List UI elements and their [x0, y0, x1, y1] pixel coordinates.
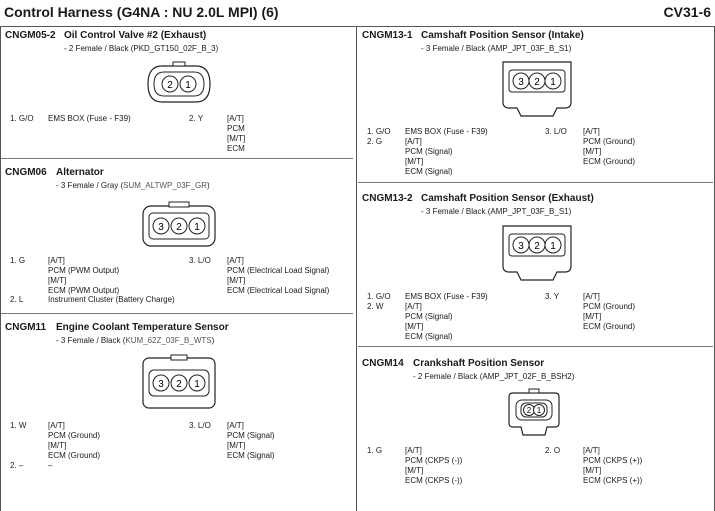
pin-number: 1	[550, 77, 556, 88]
pin-number: 2	[176, 379, 182, 390]
pin-number: 1	[550, 241, 556, 252]
pin-connection: [A/T]	[405, 137, 422, 146]
connector-diagram-3pin	[139, 200, 219, 252]
connector-spec: - 2 Female / Black (AMP_JPT_02F_B_BSH2)	[413, 372, 575, 381]
pin-label: 3. L/O	[189, 421, 211, 430]
pin-connection: [A/T]	[405, 446, 422, 455]
connector-spec: - 3 Female / Black (AMP_JPT_03F_B_S1)	[421, 44, 572, 53]
component-name: Alternator	[56, 167, 104, 178]
connector-diagram-2pin-oval	[142, 60, 216, 108]
section-divider	[358, 346, 713, 347]
pin-label: 3. Y	[545, 292, 560, 301]
pin-connection: ECM (Ground)	[583, 157, 636, 166]
pin-connection: [A/T]	[227, 421, 244, 430]
pin-label: 1. G/O	[10, 114, 34, 123]
pin-label: 2. –	[10, 461, 24, 470]
pin-connection: [A/T]	[48, 421, 65, 430]
pin-connection: PCM (Electrical Load Signal)	[227, 266, 330, 275]
pin-connection: [M/T]	[227, 134, 246, 143]
pin-label: 2. L	[10, 295, 24, 304]
pin-connection: PCM	[227, 124, 245, 133]
pin-number: 3	[518, 241, 524, 252]
connector-spec: - 3 Female / Gray (SUM_ALTWP_03F_GR)	[56, 181, 210, 190]
connector-diagram-3pin	[139, 354, 219, 412]
pin-connection: [M/T]	[583, 466, 602, 475]
pin-connection: PCM (Signal)	[405, 312, 453, 321]
section-divider	[358, 182, 713, 183]
pin-number: 3	[158, 222, 164, 233]
pin-connection: [M/T]	[583, 147, 602, 156]
connector-spec: - 3 Female / Black (AMP_JPT_03F_B_S1)	[421, 207, 572, 216]
pin-connection: ECM (CKPS (-))	[405, 476, 463, 485]
section-heading	[5, 167, 104, 178]
pin-connection: [A/T]	[583, 127, 600, 136]
connector-spec: - 2 Female / Black (PKD_GT150_02F_B_3)	[64, 44, 219, 53]
pin-number: 2	[526, 406, 532, 415]
pin-number: 1	[194, 222, 200, 233]
pin-connection: [M/T]	[405, 466, 424, 475]
component-name: Camshaft Position Sensor (Intake)	[421, 30, 584, 41]
pin-number: 2	[534, 241, 540, 252]
pin-number: 2	[176, 222, 182, 233]
pin-label: 1. W	[10, 421, 27, 430]
frame-left-border	[0, 27, 1, 511]
pin-connection: PCM (CKPS (+))	[583, 456, 643, 465]
component-name: Crankshaft Position Sensor	[413, 358, 545, 369]
connector-spec: - 3 Female / Black (KUM_62Z_03F_B_WTS)	[56, 336, 215, 345]
pin-label: 2. W	[367, 302, 384, 311]
pin-connection: ECM (Signal)	[405, 167, 453, 176]
component-name: Engine Coolant Temperature Sensor	[56, 322, 229, 333]
pin-number: 1	[194, 379, 200, 390]
component-name: Oil Control Valve #2 (Exhaust)	[64, 30, 207, 41]
component-name: Camshaft Position Sensor (Exhaust)	[421, 193, 594, 204]
pin-label: 2. Y	[189, 114, 204, 123]
pin-connection: PCM (CKPS (-))	[405, 456, 463, 465]
pin-connection: PCM (Ground)	[583, 302, 636, 311]
pin-connection: ECM (Signal)	[227, 451, 275, 460]
connector-id: CNGM13-2	[362, 193, 413, 204]
pin-connection: [M/T]	[405, 157, 424, 166]
pin-connection: EMS BOX (Fuse - F39)	[405, 127, 488, 136]
section-divider	[1, 313, 353, 314]
pin-connection: [M/T]	[48, 441, 67, 450]
page-code: CV31-6	[663, 4, 711, 20]
section-heading	[362, 30, 584, 41]
pin-number: 1	[185, 80, 191, 91]
section-heading	[362, 358, 544, 369]
pin-connection: PCM (Ground)	[583, 137, 636, 146]
pin-connection: –	[48, 461, 53, 470]
pin-number: 2	[167, 80, 173, 91]
pin-connection: [M/T]	[583, 312, 602, 321]
pin-label: 3. L/O	[545, 127, 567, 136]
section-divider	[1, 158, 353, 159]
pin-number: 3	[158, 379, 164, 390]
section-heading	[5, 30, 206, 41]
pin-connection: EMS BOX (Fuse - F39)	[405, 292, 488, 301]
connector-diagram-2pin-sensor	[505, 387, 563, 439]
connector-id: CNGM05-2	[5, 30, 56, 41]
pin-connection: [M/T]	[227, 441, 246, 450]
pin-connection: ECM (PWM Output)	[48, 286, 120, 295]
pin-connection: ECM (Signal)	[405, 332, 453, 341]
connector-id: CNGM14	[362, 358, 404, 369]
pin-label: 1. G/O	[367, 292, 391, 301]
pin-connection: [A/T]	[48, 256, 65, 265]
pin-connection: [A/T]	[405, 302, 422, 311]
connector-diagram-3pin-sensor	[497, 222, 577, 284]
pin-connection: [A/T]	[583, 292, 600, 301]
pin-connection: [M/T]	[227, 276, 246, 285]
pin-connection: PCM (Ground)	[48, 431, 101, 440]
pin-connection: PCM (Signal)	[227, 431, 275, 440]
column-divider	[356, 27, 357, 511]
pin-number: 3	[518, 77, 524, 88]
pin-connection: PCM (Signal)	[405, 147, 453, 156]
section-heading	[5, 322, 229, 333]
pin-connection: PCM (PWM Output)	[48, 266, 120, 275]
pin-label: 1. G	[10, 256, 26, 265]
connector-id: CNGM13-1	[362, 30, 413, 41]
pin-connection: ECM	[227, 144, 245, 153]
pin-connection: [M/T]	[48, 276, 67, 285]
connector-id: CNGM11	[5, 322, 47, 333]
pin-connection: [M/T]	[405, 322, 424, 331]
pin-label: 2. G	[367, 137, 383, 146]
pin-connection: ECM (Ground)	[48, 451, 101, 460]
pin-connection: ECM (CKPS (+))	[583, 476, 643, 485]
pin-label: 1. G	[367, 446, 383, 455]
section-heading	[362, 193, 594, 204]
pin-connection: ECM (Ground)	[583, 322, 636, 331]
pin-number: 1	[536, 406, 542, 415]
connector-diagram-3pin-sensor	[497, 58, 577, 120]
pin-number: 2	[534, 77, 540, 88]
pin-connection: ECM (Electrical Load Signal)	[227, 286, 330, 295]
connector-id: CNGM06	[5, 167, 47, 178]
pin-connection: [A/T]	[583, 446, 600, 455]
page-header	[0, 0, 715, 27]
pin-connection: Instrument Cluster (Battery Charge)	[48, 295, 175, 304]
page-title: Control Harness (G4NA : NU 2.0L MPI) (6)	[4, 4, 279, 20]
pin-connection: [A/T]	[227, 114, 244, 123]
pin-connection: [A/T]	[227, 256, 244, 265]
pin-label: 3. L/O	[189, 256, 211, 265]
pin-label: 1. G/O	[367, 127, 391, 136]
pin-connection: EMS BOX (Fuse - F39)	[48, 114, 131, 123]
pin-label: 2. O	[545, 446, 561, 455]
